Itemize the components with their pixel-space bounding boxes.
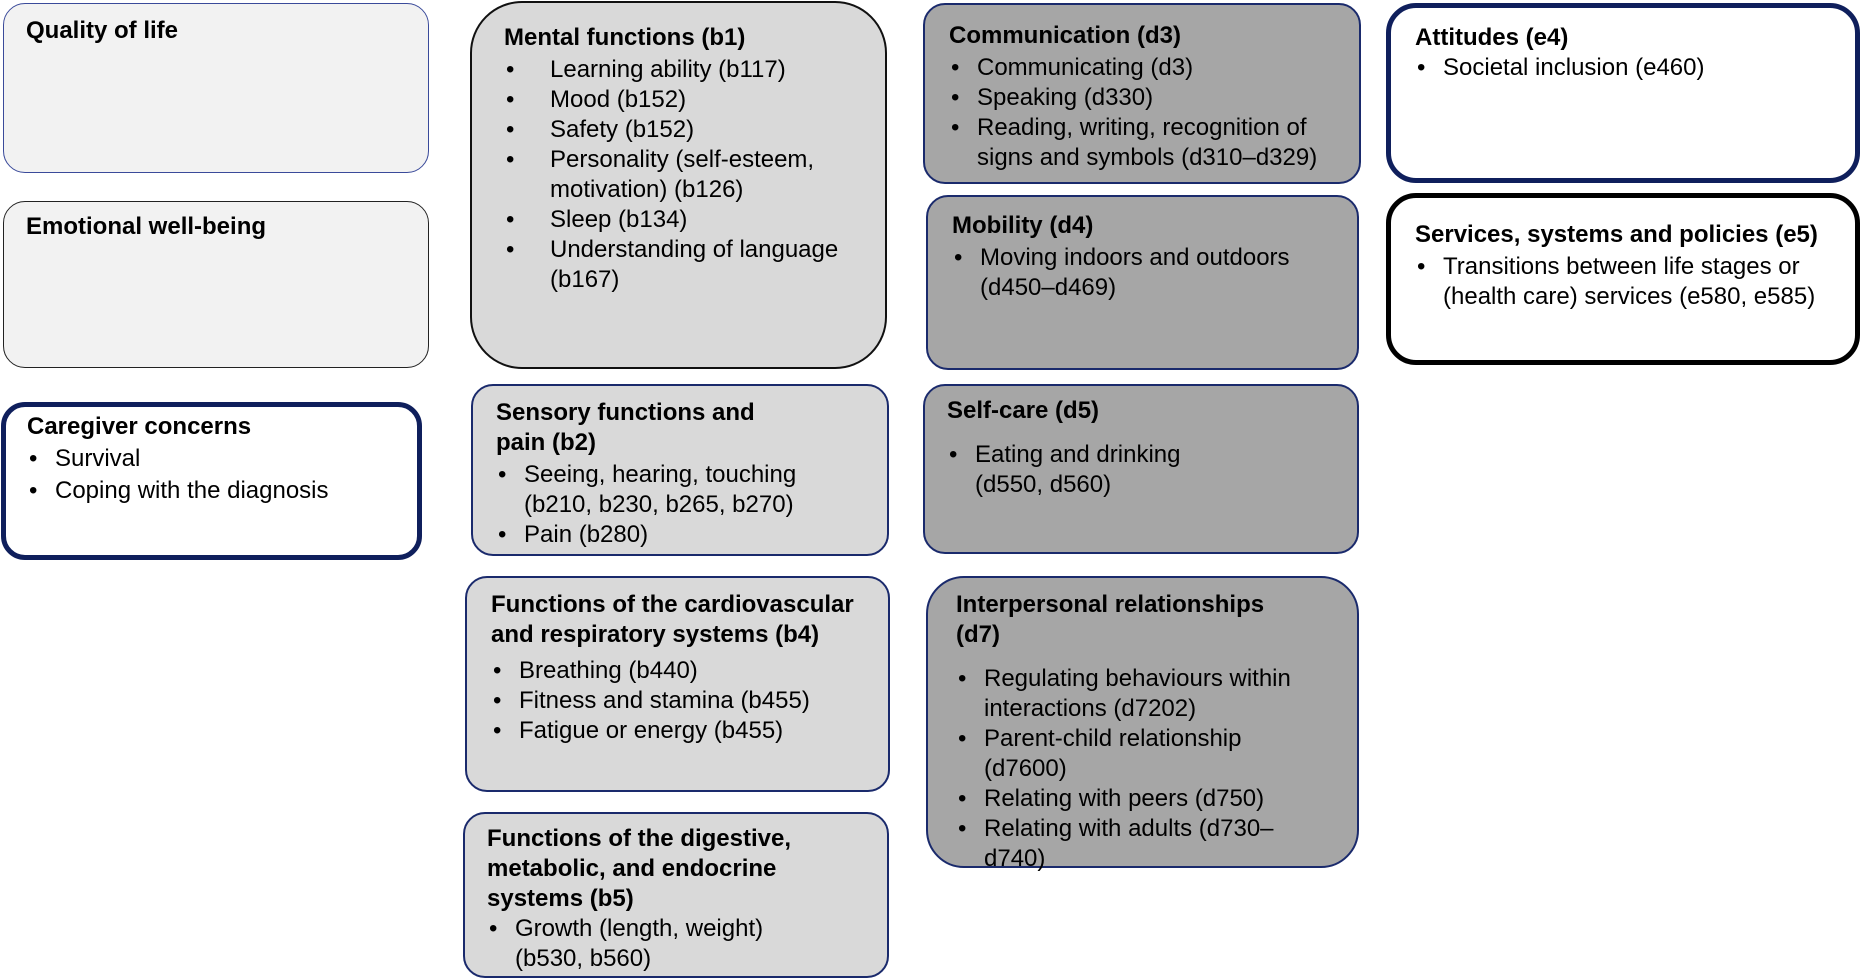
- cardiovascular-functions-list: [491, 656, 864, 746]
- list-item: • Moving indoors and outdoors (d450–d469): [952, 243, 1320, 303]
- mobility-list: [952, 243, 1333, 303]
- emotional-wellbeing-box: [3, 201, 429, 368]
- mobility-title: Mobility (d4): [952, 212, 1094, 239]
- self-care-list: [947, 440, 1335, 500]
- caregiver-concerns-title: Caregiver concerns: [27, 413, 252, 440]
- list-item: • Parent-child relationship (d7600): [956, 724, 1294, 784]
- digestive-functions-title: Functions of the digestive, metabolic, and endocrine systems (b5): [487, 825, 792, 912]
- list-item: • Learning ability (b117): [504, 55, 853, 85]
- list-item: • Fitness and stamina (b455): [491, 686, 864, 716]
- communication-box: [923, 3, 1361, 184]
- mental-functions-list: [504, 55, 853, 295]
- list-item: • Eating and drinking (d550, d560): [947, 440, 1255, 500]
- caregiver-concerns-list: [27, 444, 396, 506]
- self-care-box: [923, 384, 1359, 554]
- interpersonal-relationships-list: [956, 664, 1329, 874]
- mental-functions-title: Mental functions (b1): [504, 24, 746, 51]
- attitudes-box: [1386, 3, 1860, 183]
- list-item: • Breathing (b440): [491, 656, 864, 686]
- interpersonal-relationships-box: [926, 576, 1359, 872]
- caregiver-concerns-box: [1, 402, 422, 560]
- list-item: • Communicating (d3): [949, 53, 1335, 83]
- sensory-functions-title: Sensory functions and pain (b2): [496, 399, 755, 456]
- communication-title: Communication (d3): [949, 22, 1181, 49]
- cardiovascular-functions-title: Functions of the cardiovascular and respiratory systems (b4): [491, 591, 854, 648]
- list-item: • Relating with adults (d730–d740): [956, 814, 1329, 874]
- list-item: • Mood (b152): [504, 85, 853, 115]
- list-item: • Pain (b280): [496, 520, 864, 550]
- quality-of-life-title: Quality of life: [26, 17, 179, 44]
- attitudes-list: [1415, 53, 1831, 83]
- services-systems-policies-list: [1415, 252, 1831, 312]
- list-item: • Growth (length, weight) (b530, b560): [487, 914, 795, 974]
- list-item: • Fatigue or energy (b455): [491, 716, 864, 746]
- sensory-functions-list: [496, 460, 864, 550]
- self-care-title: Self-care (d5): [947, 397, 1100, 424]
- emotional-wellbeing-title: Emotional well-being: [26, 213, 267, 240]
- list-item: • Sleep (b134): [504, 205, 853, 235]
- list-item: • Safety (b152): [504, 115, 853, 145]
- list-item: • Speaking (d330): [949, 83, 1335, 113]
- digestive-functions-box: [463, 812, 889, 978]
- cardiovascular-functions-box: [465, 576, 890, 792]
- list-item: • Survival: [27, 444, 396, 474]
- quality-of-life-box: [3, 3, 429, 173]
- services-systems-policies-box: [1386, 193, 1860, 365]
- list-item: • Societal inclusion (e460): [1415, 53, 1831, 83]
- list-item: • Relating with peers (d750): [956, 784, 1329, 814]
- services-systems-policies-title: Services, systems and policies (e5): [1415, 221, 1818, 248]
- list-item: • Coping with the diagnosis: [27, 476, 396, 506]
- list-item: • Transitions between life stages or (health care) services (e580, e585): [1415, 252, 1843, 312]
- list-item: • Seeing, hearing, touching (b210, b230, b265, b270): [496, 460, 864, 520]
- attitudes-title: Attitudes (e4): [1415, 24, 1569, 51]
- communication-list: [949, 53, 1335, 173]
- interpersonal-relationships-title: Interpersonal relationships (d7): [956, 591, 1265, 648]
- list-item: • Regulating behaviours within interactions (d7202): [956, 664, 1294, 724]
- digestive-functions-list: [487, 914, 865, 974]
- mobility-box: [926, 195, 1359, 370]
- list-item: • Personality (self-esteem, motivation) (b126): [504, 145, 853, 205]
- mental-functions-box: [470, 1, 887, 369]
- list-item: • Understanding of language (b167): [504, 235, 853, 295]
- list-item: • Reading, writing, recognition of signs and symbols (d310–d329): [949, 113, 1335, 173]
- sensory-functions-box: [471, 384, 889, 556]
